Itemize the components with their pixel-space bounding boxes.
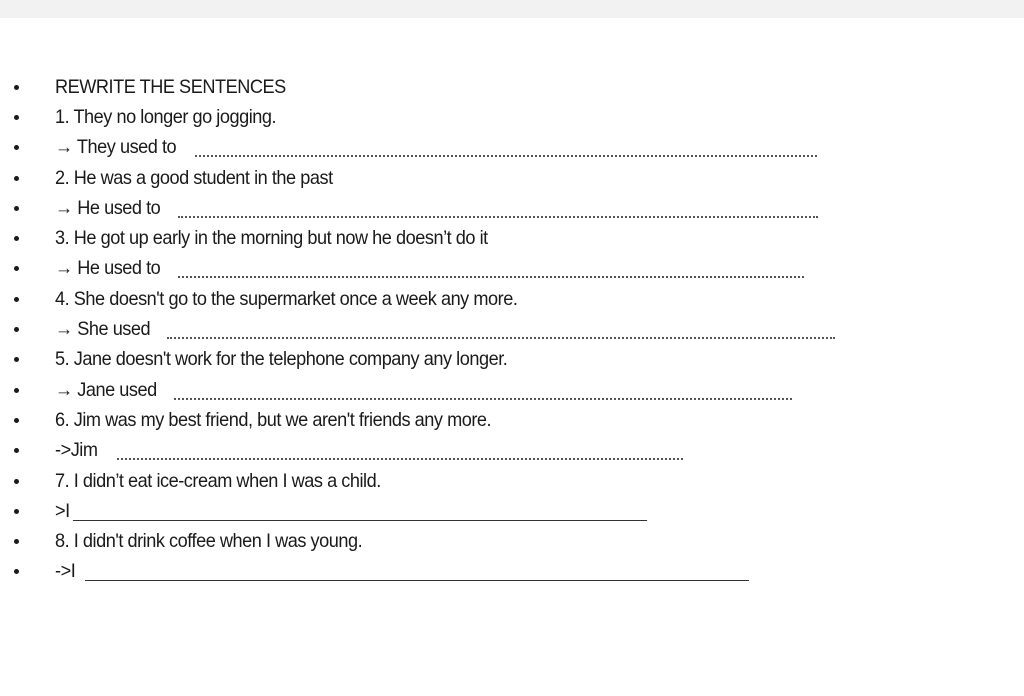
answer-prompt-7: >I bbox=[55, 499, 70, 522]
list-item-title bbox=[0, 72, 1024, 102]
list-item-sentence-2 bbox=[0, 163, 1024, 193]
list-item-sentence-7 bbox=[0, 466, 1024, 496]
answer-line-3[interactable] bbox=[55, 257, 804, 280]
list-item-sentence-8 bbox=[0, 526, 1024, 556]
answer-prompt-1: → They used to bbox=[55, 136, 177, 159]
answer-blank-6[interactable] bbox=[117, 456, 683, 460]
bullet-icon bbox=[14, 569, 19, 574]
bullet-icon bbox=[14, 539, 19, 544]
list-item-sentence-3 bbox=[0, 223, 1024, 253]
bullet-icon bbox=[14, 236, 19, 241]
answer-line-5[interactable] bbox=[55, 379, 792, 402]
answer-blank-4[interactable] bbox=[167, 335, 835, 339]
sentence-3: 3. He got up early in the morning but now he doesn’t do it bbox=[55, 227, 488, 250]
list-item-answer-7 bbox=[0, 496, 1024, 526]
answer-line-4[interactable] bbox=[55, 318, 835, 341]
answer-prompt-3: → He used to bbox=[55, 257, 161, 280]
list-item-answer-4 bbox=[0, 314, 1024, 344]
answer-line-6[interactable] bbox=[55, 439, 683, 462]
sentence-2: 2. He was a good student in the past bbox=[55, 166, 333, 189]
answer-prompt-5: → Jane used bbox=[55, 378, 157, 401]
worksheet bbox=[0, 72, 1024, 587]
bullet-icon bbox=[14, 509, 19, 514]
list-item-answer-2 bbox=[0, 193, 1024, 223]
list-item-answer-8 bbox=[0, 557, 1024, 587]
bullet-icon bbox=[14, 145, 19, 150]
sentence-7: 7. I didn’t eat ice-cream when I was a child. bbox=[55, 469, 381, 492]
answer-line-7[interactable] bbox=[55, 500, 647, 523]
list-item-answer-3 bbox=[0, 254, 1024, 284]
answer-line-2[interactable] bbox=[55, 197, 818, 220]
sentence-4: 4. She doesn't go to the supermarket once a week any more. bbox=[55, 287, 518, 310]
bullet-icon bbox=[14, 266, 19, 271]
bullet-icon bbox=[14, 448, 19, 453]
answer-prompt-8: ->I bbox=[55, 560, 76, 583]
bullet-icon bbox=[14, 479, 19, 484]
answer-prompt-2: → He used to bbox=[55, 196, 161, 219]
answer-line-8[interactable] bbox=[55, 560, 749, 583]
sentence-5: 5. Jane doesn't work for the telephone company any longer. bbox=[55, 348, 508, 371]
bullet-icon bbox=[14, 206, 19, 211]
bullet-icon bbox=[14, 388, 19, 393]
sentence-6: 6. Jim was my best friend, but we aren't friends any more. bbox=[55, 408, 492, 431]
list-item-answer-5 bbox=[0, 375, 1024, 405]
sentence-8: 8. I didn't drink coffee when I was young. bbox=[55, 530, 363, 553]
list-item-sentence-4 bbox=[0, 284, 1024, 314]
answer-line-1[interactable] bbox=[55, 136, 817, 159]
answer-blank-3[interactable] bbox=[178, 274, 804, 278]
answer-prompt-6: ->Jim bbox=[55, 439, 98, 462]
answer-blank-5[interactable] bbox=[174, 396, 792, 400]
list-item-sentence-1 bbox=[0, 102, 1024, 132]
answer-blank-2[interactable] bbox=[178, 214, 818, 218]
list-item-sentence-5 bbox=[0, 345, 1024, 375]
answer-prompt-4: → She used bbox=[55, 318, 151, 341]
bullet-icon bbox=[14, 115, 19, 120]
answer-blank-8[interactable] bbox=[85, 579, 749, 581]
bullet-icon bbox=[14, 176, 19, 181]
bullet-icon bbox=[14, 85, 19, 90]
answer-blank-1[interactable] bbox=[195, 153, 817, 157]
list-item-answer-6 bbox=[0, 436, 1024, 466]
answer-blank-7[interactable] bbox=[73, 519, 647, 521]
sentence-1: 1. They no longer go jogging. bbox=[55, 105, 277, 128]
list-item-answer-1 bbox=[0, 133, 1024, 163]
top-band bbox=[0, 0, 1024, 18]
worksheet-title: REWRITE THE SENTENCES bbox=[55, 75, 286, 98]
bullet-icon bbox=[14, 297, 19, 302]
bullet-icon bbox=[14, 357, 19, 362]
list-item-sentence-6 bbox=[0, 405, 1024, 435]
bullet-icon bbox=[14, 418, 19, 423]
bullet-icon bbox=[14, 327, 19, 332]
